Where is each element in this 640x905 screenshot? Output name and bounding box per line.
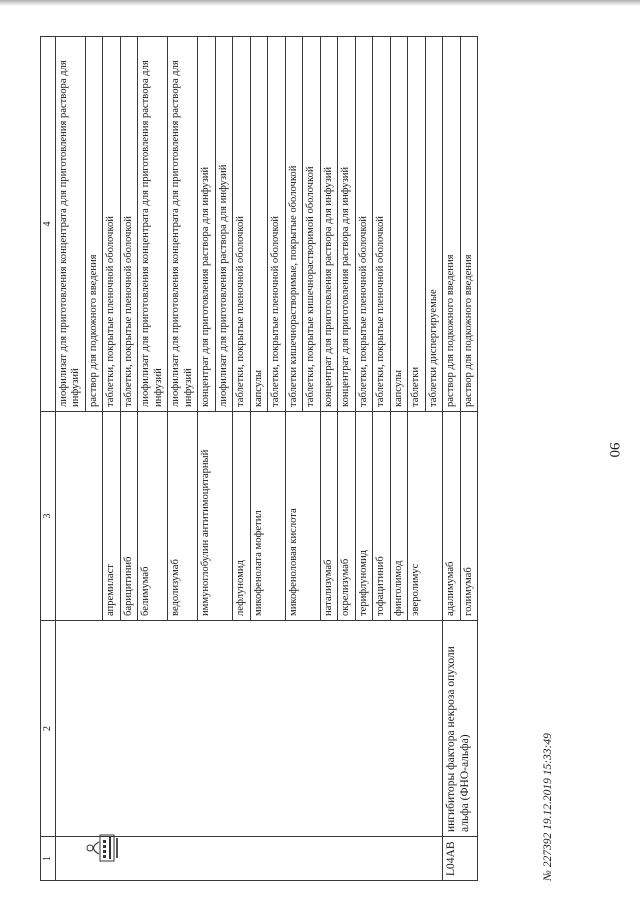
drug-name-cell: терифлуномид <box>355 412 373 621</box>
dosage-form-cell: лиофилизат для приготовления концентрата для приготовления раствора для инфузий <box>55 37 85 412</box>
table-row <box>55 37 85 881</box>
drug-name-cell: микофенолата мофетил <box>250 412 285 621</box>
dosage-form-cell: таблетки, покрытые пленочной оболочкой <box>120 37 138 412</box>
group-name-cell <box>55 621 443 837</box>
column-number-cell: 3 <box>41 412 56 621</box>
dosage-form-cell: концентрат для приготовления раствора для инфузий <box>338 37 356 412</box>
dosage-form-cell: концентрат для приготовления раствора для инфузий <box>198 37 216 412</box>
column-number-row <box>41 37 56 881</box>
dosage-form-cell: концентрат для приготовления раствора для инфузий <box>320 37 338 412</box>
drug-name-cell: голимумаб <box>460 412 478 621</box>
dosage-form-cell: лиофилизат для приготовления концентрата для приготовления раствора для инфузий <box>138 37 168 412</box>
dosage-form-cell: раствор для подкожного введения <box>443 37 461 412</box>
dosage-form-cell: лиофилизат для приготовления концентрата для приготовления раствора для инфузий <box>168 37 198 412</box>
dosage-form-cell: таблетки кишечнорастворимые, покрытые оболочкой <box>285 37 303 412</box>
dosage-form-cell: раствор для подкожного введения <box>460 37 478 412</box>
column-number-cell: 2 <box>41 621 56 837</box>
drug-name-cell: белимумаб <box>138 412 168 621</box>
dosage-form-cell: капсулы <box>250 37 268 412</box>
dosage-form-cell: таблетки, покрытые пленочной оболочкой <box>373 37 391 412</box>
dosage-form-cell: таблетки, покрытые пленочной оболочкой <box>268 37 286 412</box>
document-seal-icon <box>80 833 124 863</box>
table-row <box>443 37 461 881</box>
dosage-form-cell: раствор для подкожного введения <box>85 37 103 412</box>
dosage-form-cell: таблетки, покрытые пленочной оболочкой <box>103 37 121 412</box>
atc-code-cell: L04AB <box>443 837 478 881</box>
drug-name-cell: окрелизумаб <box>338 412 356 621</box>
drug-name-cell: апремиласт <box>103 412 121 621</box>
drug-name-cell: эверолимус <box>408 412 443 621</box>
drug-name-cell: ведолизумаб <box>168 412 198 621</box>
drug-name-cell: иммуноглобулин антитимоцитарный <box>198 412 233 621</box>
column-number-cell: 4 <box>41 37 56 412</box>
drug-name-cell: адалимумаб <box>443 412 461 621</box>
scan-edge-shadow <box>0 0 640 6</box>
group-name-cell: ингибиторы фактора некроза опухоли альфа (ФНО-альфа) <box>443 621 478 837</box>
dosage-form-cell: таблетки, покрытые кишечнорастворимой оболочкой <box>303 37 321 412</box>
column-number-cell: 1 <box>41 837 56 881</box>
dosage-form-cell: таблетки, покрытые пленочной оболочкой <box>355 37 373 412</box>
document-footer: № 227392 19.12.2019 15:33:49 <box>542 733 554 881</box>
dosage-form-cell: капсулы <box>390 37 408 412</box>
drug-name-cell: лефлуномид <box>233 412 251 621</box>
drug-name-cell: натализумаб <box>320 412 338 621</box>
dosage-form-cell: таблетки <box>408 37 426 412</box>
dosage-form-cell: таблетки, покрытые пленочной оболочкой <box>233 37 251 412</box>
drug-name-cell: барицитиниб <box>120 412 138 621</box>
drug-name-cell: тофацитиниб <box>373 412 391 621</box>
rotated-page-content <box>40 13 586 881</box>
dosage-form-cell: таблетки диспергируемые <box>425 37 443 412</box>
page-number: 90 <box>606 442 622 458</box>
medicines-table <box>40 36 478 881</box>
drug-name-cell <box>55 412 103 621</box>
drug-name-cell: микофеноловая кислота <box>285 412 320 621</box>
drug-name-cell: финголимод <box>390 412 408 621</box>
dosage-form-cell: лиофилизат для приготовления раствора для инфузий <box>215 37 233 412</box>
table-body <box>41 37 478 881</box>
